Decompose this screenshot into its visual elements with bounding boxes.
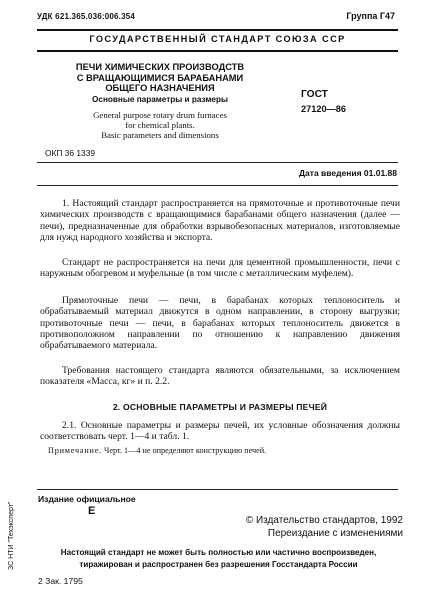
paragraph-2: Стандарт не распространяется на печи для цементной промышленности, печи с наружным обогревом и муфельные (в том числе с металлическим муфелем).: [40, 257, 400, 280]
copyright-block: [213, 515, 403, 540]
udk-code: УДК 621.365.036:006.354: [37, 12, 136, 21]
okp-code: ОКП 36 1339: [45, 148, 96, 158]
paragraph-1: 1. Настоящий стандарт распространяется на прямоточные и противоточные печи химических производств с вращающимися барабанами общего назначения (далее — печи), предназначенные для обработки взрывобезопасных материалов, изготовляемые для нужд народного хозяйства и экспорта.: [40, 198, 400, 243]
edition-letter: Е: [88, 505, 96, 517]
intro-date: Дата введения 01.01.88: [299, 168, 397, 178]
gost-label: ГОСТ: [301, 89, 328, 100]
notice-line-2: тиражирован и распространен без разрешения Госстандарта России: [79, 559, 358, 569]
title-ru-line-3: ОБЩЕГО НАЗНАЧЕНИЯ: [105, 83, 215, 93]
section-2-heading: 2. ОСНОВНЫЕ ПАРАМЕТРЫ И РАЗМЕРЫ ПЕЧЕЙ: [112, 402, 328, 412]
title-ru-line-2: С ВРАЩАЮЩИМИСЯ БАРАБАНАМИ: [76, 72, 244, 83]
official-edition-label: Издание официальное: [38, 494, 136, 504]
order-number: 2 Зак. 1795: [38, 576, 83, 586]
title-en-line-3: Basic parameters and dimensions: [101, 130, 219, 140]
subtitle-ru: Основные параметры и размеры: [92, 95, 228, 104]
title-en: [60, 110, 260, 140]
copyright-line: © Издательство стандартов, 1992: [245, 515, 403, 526]
gost-number: 27120—86: [301, 104, 346, 114]
title-ru: [60, 62, 260, 94]
paragraph-4: Требования настоящего стандарта являются обязательными, за исключением показателя «Масса, кг» и п. 2.2.: [40, 365, 400, 388]
section-2-paragraph: 2.1. Основные параметры и размеры печей, их условные обозначения должны соответствовать черт. 1—4 и табл. 1.: [40, 420, 400, 443]
paragraph-3: Прямоточные печи — печи, в барабанах которых теплоноситель и обрабатываемый материал движутся в одном направлении, в сторону выгрузки; противоточные печи — печи, в барабанах которых теплоноситель движется в противоположном направлении по отношению к направлению движения обрабатываемого материала.: [40, 295, 400, 352]
footer-rule: [37, 489, 398, 490]
reproduction-notice: [37, 547, 400, 570]
group-code: Группа Г47: [346, 11, 395, 21]
margin-stamp: ЗС НТИ "Техэксперт": [8, 501, 15, 570]
notice-line-1: Настоящий стандарт не может быть полностью или частично воспроизведен,: [60, 548, 377, 557]
header-rule-bottom: [37, 50, 398, 52]
note-label: Примечание.: [48, 446, 102, 455]
date-rule: [37, 185, 398, 186]
title-en-line-2: for chemical plants.: [125, 120, 195, 130]
header-rule-top: [37, 29, 398, 31]
title-en-line-1: General purpose rotary drum furnaces: [93, 110, 227, 120]
state-standard-banner: ГОСУДАРСТВЕННЫЙ СТАНДАРТ СОЮЗА ССР: [89, 34, 346, 44]
reissue-line: Переиздание с изменениями: [267, 527, 403, 539]
okp-rule: [37, 162, 398, 163]
note-text: Черт. 1—4 не определяют конструкцию печей.: [104, 446, 267, 455]
title-ru-line-1: ПЕЧИ ХИМИЧЕСКИХ ПРОИЗВОДСТВ: [75, 62, 245, 72]
note: [48, 446, 266, 455]
